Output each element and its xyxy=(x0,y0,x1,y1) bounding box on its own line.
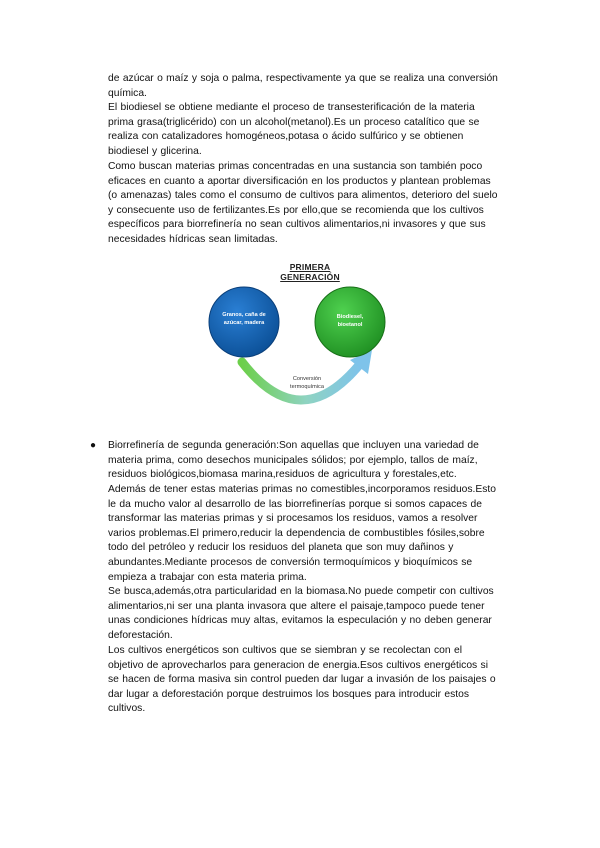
diagram-title: PRIMERA GENERACIÓN xyxy=(280,262,340,282)
raw-materials-label: Granos, caña de azúcar, madera xyxy=(222,312,266,326)
paragraph-raw-materials: Como buscan materias primas concentradas en una sustancia son también poco eficaces en cuanto a aportar diversificación en los productos y plantean problemas (o amenazas) tales como el consumo de cultivos para alimentos, deterioro del suelo y consecuente uso de fertilizantes.Es por ello,que se recomienda que los cultivos específicos para biorrefinería no sean cultivos alimentarios,ni invasores y que sus necesidades hídricas sean limitadas. xyxy=(108,161,498,245)
bullet-dot: ● xyxy=(90,440,97,451)
paragraph-intro-continuation: de azúcar o maíz y soja o palma, respectivamente ya que se realiza una conversión química. xyxy=(108,73,498,99)
paragraph-biomass: Se busca,además,otra particularidad en la biomasa.No puede competir con cultivos alimentarios,ni ser una planta invasora que altere el paisaje,tampoco puede tener unas condiciones hídricas muy altas, evitamos la especulación y no deben generar deforestación. xyxy=(108,586,494,641)
first-generation-diagram xyxy=(200,262,400,412)
paragraph-biodiesel: El biodiesel se obtiene mediante el proceso de transesterificación de la materia prima grasa(triglicérido) con un alcohol(metanol).Es un proceso catalítico que se realiza con catalizadores homogéneos,potasa o ácido sulfúrico y se obtienen biodiesel y glicerina. xyxy=(108,102,480,157)
conversion-label: Conversión termoquímica xyxy=(290,376,324,390)
paragraph-residues: Además de tener estas materias primas no comestibles,incorporamos residuos.Esto le da mucho valor al desarrollo de las biorrefinerías porque si somos capaces de transformar las materias primas y si procesamos los residuos, vamos a resolver varios problemas.El primero,reducir la dependencia de combustibles fósiles,sobre todo del petróleo y reducir los residuos del planeta que son muy dañinos y abundantes.Mediante procesos de conversión termoquímicos y bioquímicos se empieza a trabajar con esta materia prima. xyxy=(108,484,497,583)
paragraph-second-generation: Biorrefinería de segunda generación:Son aquellas que incluyen una variedad de materia prima, como desechos municipales sólidos; por ejemplo, tallos de maíz, residuos biológicos,biomasa marina,residuos de agricultura y forestales,etc. xyxy=(108,440,479,481)
paragraph-energy-crops: Los cultivos energéticos son cultivos que se siembran y se recolectan con el objetivo de aprovecharlos para generacion de energia.Esos cultivos energéticos si se hacen de forma masiva sin control pueden dar lugar a invasión de los paisajes o dar lugar a deforestación porque destruimos los bosques para introducir estos cultivos. xyxy=(108,645,496,715)
biofuels-label: Biodiesel, bioetanol xyxy=(336,314,364,328)
